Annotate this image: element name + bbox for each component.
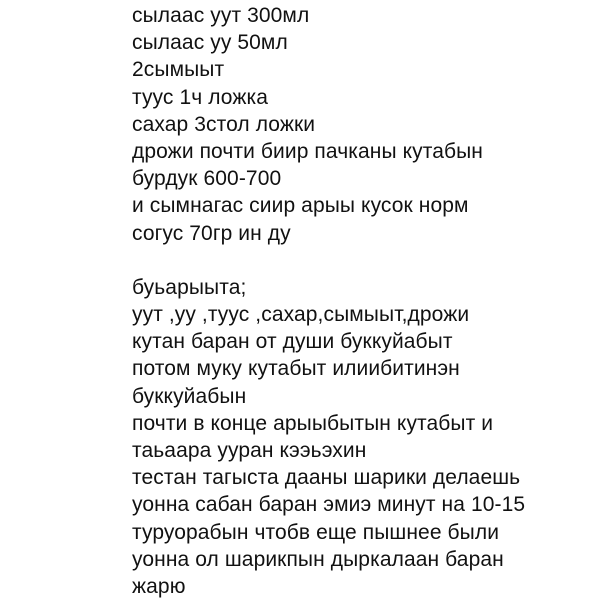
ingredient-line-2: сылаас уу 50мл — [132, 31, 288, 55]
step-line-10: уонна ол шарикпын дыркалаан баран — [132, 547, 504, 571]
step-line-6: таьаара ууран кээьэхин — [132, 439, 367, 462]
ingredient-line-3: 2сымыыт — [132, 58, 225, 82]
step-line-9: туруорабын чтобв еще пышнее были — [132, 520, 500, 544]
step-line-3: потом муку кутабыт илиибитинэн — [132, 357, 460, 381]
steps-heading: буьарыыта; — [132, 275, 247, 299]
step-line-7: тестан тагыста дааны шарики делаешь — [132, 466, 521, 490]
step-line-1: уут ,уу ,туус ,сахар,сымыыт,дрожи — [132, 303, 470, 327]
recipe-note — [132, 2, 592, 600]
ingredient-line-4: туус 1ч ложка — [132, 85, 269, 109]
step-line-5: почти в конце арыыбытын кутабыт и — [132, 411, 494, 435]
ingredient-line-6: дрожи почти биир пачканы кутабын — [132, 139, 483, 163]
step-line-8: уонна сабан баран эмиэ минут на 10-15 — [132, 493, 526, 517]
ingredient-line-5: сахар 3стол ложки — [132, 112, 316, 136]
ingredient-line-7: бурдук 600-700 — [132, 167, 282, 191]
step-line-11: жарю — [132, 574, 186, 598]
ingredient-line-1: сылаас уут 300мл — [132, 4, 310, 27]
ingredient-line-9: согус 70гр ин ду — [132, 221, 291, 245]
ingredient-line-8: и сымнагас сиир арыы кусок норм — [132, 194, 469, 218]
step-line-2: кутан баран от души буккуйабыт — [132, 330, 453, 354]
blank-line — [132, 247, 592, 274]
step-line-4: буккуйабын — [132, 384, 247, 408]
